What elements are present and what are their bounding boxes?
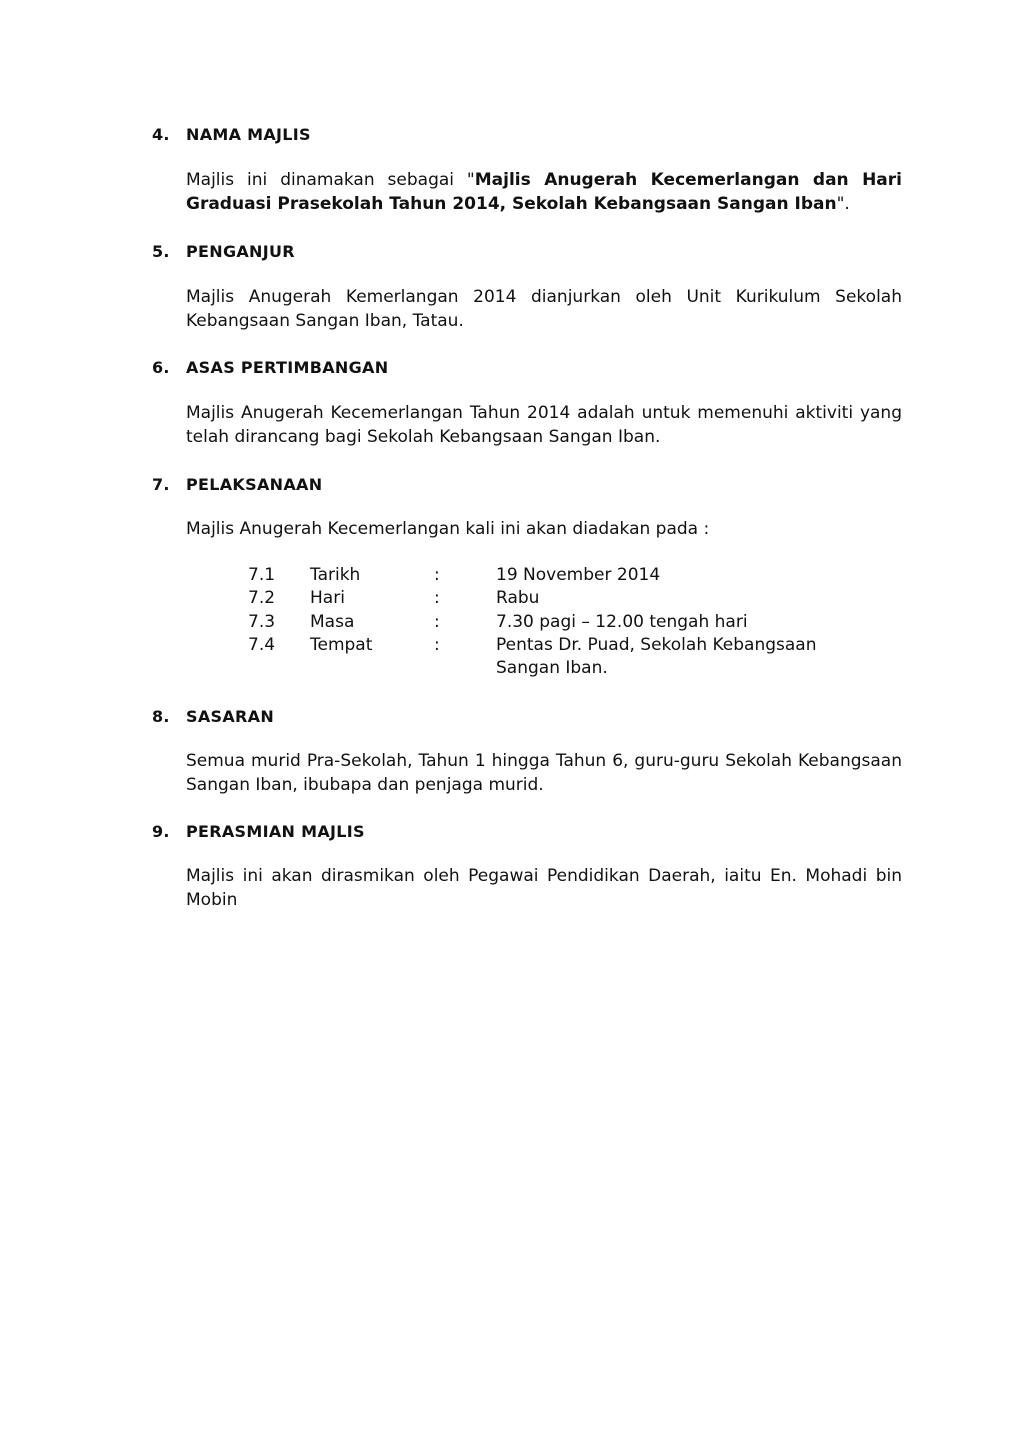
section-perasmian-majlis bbox=[152, 820, 902, 910]
section-number: 4. bbox=[152, 125, 170, 144]
section-heading bbox=[152, 473, 902, 497]
section-title: SASARAN bbox=[186, 707, 275, 726]
section-number: 7. bbox=[152, 475, 170, 494]
section-heading bbox=[152, 123, 902, 147]
section-number: 9. bbox=[152, 822, 170, 841]
section-paragraph: Majlis Anugerah Kecemerlangan kali ini akan diadakan pada : bbox=[186, 519, 710, 539]
section-paragraph: Majlis ini akan dirasmikan oleh Pegawai Pendidikan Daerah, iaitu En. Mohadi bin Mobin bbox=[186, 866, 902, 910]
detail-row-hari bbox=[248, 587, 902, 611]
detail-row-masa bbox=[248, 611, 902, 635]
detail-value: Rabu bbox=[496, 588, 540, 608]
section-heading bbox=[152, 820, 902, 844]
detail-colon: : bbox=[434, 588, 440, 608]
detail-label: Tarikh bbox=[310, 565, 361, 585]
detail-row-tempat-cont bbox=[248, 657, 902, 681]
section-sasaran bbox=[152, 705, 902, 795]
section-paragraph bbox=[186, 169, 902, 216]
section-heading bbox=[152, 705, 902, 729]
section-number: 5. bbox=[152, 242, 170, 261]
section-heading bbox=[152, 356, 902, 380]
paragraph-text-after: ". bbox=[836, 193, 850, 214]
section-paragraph: Majlis Anugerah Kecemerlangan Tahun 2014 adalah untuk memenuhi aktiviti yang telah dirancang bagi Sekolah Kebangsaan Sangan Iban. bbox=[186, 403, 902, 447]
detail-row-tarikh bbox=[248, 564, 902, 588]
section-number: 6. bbox=[152, 358, 170, 377]
section-title: ASAS PERTIMBANGAN bbox=[186, 358, 389, 377]
section-number: 8. bbox=[152, 707, 170, 726]
detail-colon: : bbox=[434, 635, 440, 655]
detail-label: Hari bbox=[310, 588, 345, 608]
event-name-bold: Majlis Anugerah Kecemerlangan dan Hari Graduasi Prasekolah Tahun 2014, Sekolah Kebangsaan Sangan Iban bbox=[186, 170, 902, 214]
section-pelaksanaan bbox=[152, 473, 902, 678]
detail-number: 7.1 bbox=[248, 565, 276, 585]
section-title: NAMA MAJLIS bbox=[186, 125, 311, 144]
section-penganjur bbox=[152, 240, 902, 331]
detail-colon: : bbox=[434, 612, 440, 632]
section-title: PENGANJUR bbox=[186, 242, 295, 261]
detail-row-tempat bbox=[248, 634, 902, 658]
section-paragraph: Semua murid Pra-Sekolah, Tahun 1 hingga Tahun 6, guru-guru Sekolah Kebangsaan Sangan Iban, ibubapa dan penjaga murid. bbox=[186, 751, 902, 795]
detail-value: 19 November 2014 bbox=[496, 565, 661, 585]
detail-number: 7.3 bbox=[248, 612, 276, 632]
section-asas-pertimbangan bbox=[152, 356, 902, 447]
section-title: PERASMIAN MAJLIS bbox=[186, 822, 365, 841]
detail-number: 7.4 bbox=[248, 635, 276, 655]
detail-value: Pentas Dr. Puad, Sekolah Kebangsaan bbox=[496, 635, 817, 655]
section-heading bbox=[152, 240, 902, 264]
paragraph-text-before: Majlis ini dinamakan sebagai " bbox=[186, 170, 475, 190]
detail-label: Masa bbox=[310, 612, 355, 632]
section-paragraph: Majlis Anugerah Kemerlangan 2014 dianjurkan oleh Unit Kurikulum Sekolah Kebangsaan Sangan Iban, Tatau. bbox=[186, 287, 902, 331]
section-nama-majlis bbox=[152, 123, 902, 214]
detail-value: 7.30 pagi – 12.00 tengah hari bbox=[496, 612, 748, 632]
detail-label: Tempat bbox=[310, 635, 373, 655]
section-title: PELAKSANAAN bbox=[186, 475, 323, 494]
detail-value: Sangan Iban. bbox=[496, 658, 608, 678]
detail-colon: : bbox=[434, 565, 440, 585]
detail-number: 7.2 bbox=[248, 588, 276, 608]
